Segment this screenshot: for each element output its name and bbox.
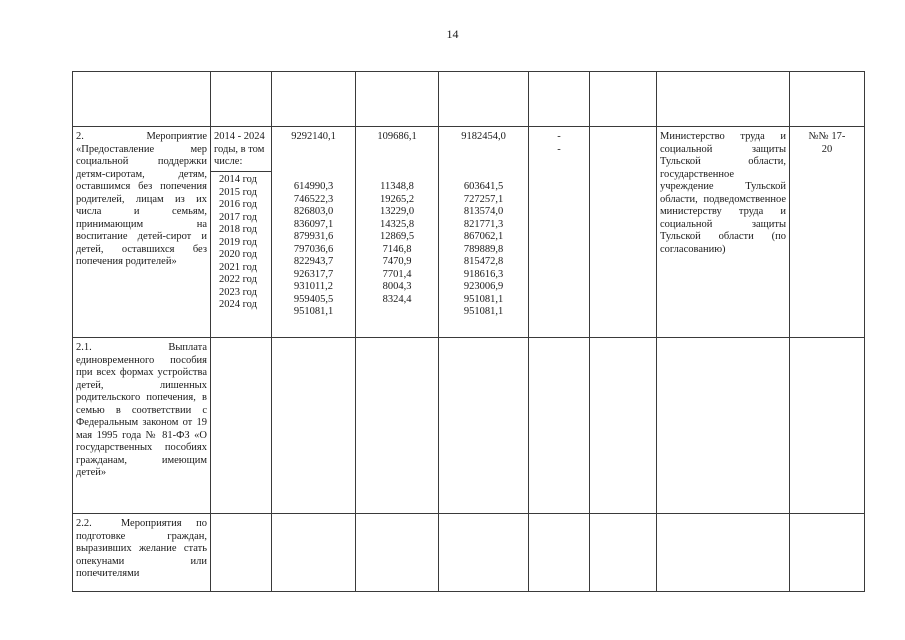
total-year-value: 797036,6 bbox=[293, 243, 334, 255]
regional-year-value: 789889,8 bbox=[463, 243, 504, 255]
total-year-value: 836097,1 bbox=[293, 218, 334, 230]
total-year-value: 926317,7 bbox=[293, 268, 334, 280]
activity-row-2-2 bbox=[73, 514, 865, 592]
year-label: 2021 год bbox=[219, 261, 257, 273]
regional-year-value: 951081,1 bbox=[463, 306, 504, 317]
activity-title-cell bbox=[73, 338, 211, 514]
activity-title: 2. Мероприятие «Предоставление мер социальной поддержки детям-сиротам, детям, оставшимся без попечения родителей, лицам из их числа и семьям, принимающим на воспитание детей-сирот и детей, оставшихся без попечения родителей» bbox=[76, 131, 207, 267]
empty-cell bbox=[211, 338, 272, 514]
mark-2: - bbox=[557, 143, 561, 155]
mark-1: - bbox=[557, 131, 561, 142]
regional-year-value: 951081,1 bbox=[463, 293, 504, 305]
program-table bbox=[72, 71, 865, 592]
executor-cell bbox=[657, 127, 790, 338]
totals-by-year bbox=[294, 171, 333, 319]
regional-year-value: 923006,9 bbox=[463, 281, 504, 292]
header-cell bbox=[657, 72, 790, 127]
activity-title-cell bbox=[73, 514, 211, 592]
regional-year-value: 867062,1 bbox=[463, 231, 504, 242]
empty-cell bbox=[529, 338, 590, 514]
year-label: 2022 год bbox=[219, 274, 257, 285]
year-label: 2014 год bbox=[219, 174, 257, 185]
empty-cell bbox=[657, 338, 790, 514]
header-cell bbox=[590, 72, 657, 127]
total-year-value: 614990,3 bbox=[293, 181, 334, 192]
regional-value: 9182454,0 bbox=[461, 131, 506, 142]
header-cell bbox=[211, 72, 272, 127]
year-label: 2016 год bbox=[219, 199, 257, 210]
year-label: 2019 год bbox=[219, 236, 257, 248]
mark-cell bbox=[529, 127, 590, 338]
indicators-text: №№ 17-20 bbox=[808, 131, 846, 155]
empty-cell bbox=[529, 514, 590, 592]
header-cell bbox=[272, 72, 356, 127]
year-label: 2024 год bbox=[219, 299, 257, 310]
indicators-cell bbox=[790, 127, 865, 338]
empty-cell bbox=[356, 514, 439, 592]
regional-year-value: 603641,5 bbox=[463, 181, 504, 192]
executor-text: Министерство труда и социальной защиты Тульской области, государственное учреждение Тульской области, подведомственное министерству труда и социальной защиты Тульской области (по согласованию) bbox=[660, 131, 786, 255]
federal-year-value: 7146,8 bbox=[382, 243, 412, 255]
activity-title: 2.1. Выплата единовременного пособия при всех формах устройства детей, лишенных родительского попечения, в семью в соответствии с Федеральным законом от 19 мая 1995 года № 81-ФЗ «О государственных пособиях гражданам, имеющим детей» bbox=[76, 342, 207, 478]
header-cell bbox=[529, 72, 590, 127]
empty-cell bbox=[590, 338, 657, 514]
regional-year-value: 821771,3 bbox=[463, 218, 504, 230]
empty-cell bbox=[272, 514, 356, 592]
empty-cell bbox=[790, 514, 865, 592]
header-cell bbox=[790, 72, 865, 127]
total-year-value: 951081,1 bbox=[293, 306, 334, 317]
total-cell bbox=[272, 127, 356, 338]
federal-value: 109686,1 bbox=[377, 131, 417, 142]
federal-year-value: 7701,4 bbox=[382, 268, 412, 280]
empty-cell bbox=[590, 514, 657, 592]
activity-row-2 bbox=[73, 127, 865, 338]
total-year-value: 879931,6 bbox=[293, 231, 334, 242]
page-number: 14 bbox=[446, 27, 459, 41]
total-year-value: 826803,0 bbox=[293, 206, 334, 217]
federal-year-value: 11348,8 bbox=[380, 181, 414, 192]
year-label: 2020 год bbox=[219, 249, 257, 260]
total-year-value: 959405,5 bbox=[293, 293, 334, 305]
activity-row-2-1 bbox=[73, 338, 865, 514]
year-label: 2015 год bbox=[219, 186, 257, 198]
total-year-value: 822943,7 bbox=[293, 256, 334, 267]
years-list bbox=[211, 171, 271, 314]
regional-year-value: 918616,3 bbox=[463, 268, 504, 280]
header-cell bbox=[439, 72, 529, 127]
header-cell bbox=[73, 72, 211, 127]
empty-cell bbox=[211, 514, 272, 592]
federal-year-value: 8004,3 bbox=[382, 281, 412, 292]
federal-year-value: 8324,4 bbox=[382, 293, 412, 305]
empty-cell bbox=[657, 514, 790, 592]
period-cell bbox=[211, 127, 272, 338]
federal-year-value: 12869,5 bbox=[379, 231, 415, 242]
header-cell bbox=[356, 72, 439, 127]
regional-year-value: 815472,8 bbox=[463, 256, 504, 267]
empty-cell bbox=[272, 338, 356, 514]
regional-year-value: 727257,1 bbox=[463, 193, 504, 205]
year-label: 2018 год bbox=[219, 224, 257, 235]
total-year-value: 931011,2 bbox=[294, 281, 333, 292]
federal-cell bbox=[356, 127, 439, 338]
activity-title-cell bbox=[73, 127, 211, 338]
regional-year-value: 813574,0 bbox=[463, 206, 504, 217]
regional-by-year bbox=[464, 171, 503, 319]
empty-cell bbox=[590, 127, 657, 338]
empty-cell bbox=[356, 338, 439, 514]
header-row bbox=[73, 72, 865, 127]
regional-cell bbox=[439, 127, 529, 338]
empty-cell bbox=[790, 338, 865, 514]
federal-year-value: 14325,8 bbox=[379, 218, 415, 230]
federal-year-value: 13229,0 bbox=[379, 206, 415, 217]
year-label: 2017 год bbox=[219, 211, 257, 223]
empty-cell bbox=[439, 514, 529, 592]
activity-title: 2.2. Мероприятия по подготовке граждан, выразивших желание стать опекунами или попечителями bbox=[76, 518, 207, 579]
federal-by-year bbox=[380, 171, 414, 306]
year-label: 2023 год bbox=[219, 286, 257, 298]
period-label: 2014 - 2024 годы, в том числе: bbox=[214, 131, 265, 167]
federal-year-value: 19265,2 bbox=[379, 193, 415, 205]
empty-cell bbox=[439, 338, 529, 514]
federal-year-value: 7470,9 bbox=[382, 256, 412, 267]
total-value: 9292140,1 bbox=[291, 131, 336, 142]
total-year-value: 746522,3 bbox=[293, 193, 334, 205]
